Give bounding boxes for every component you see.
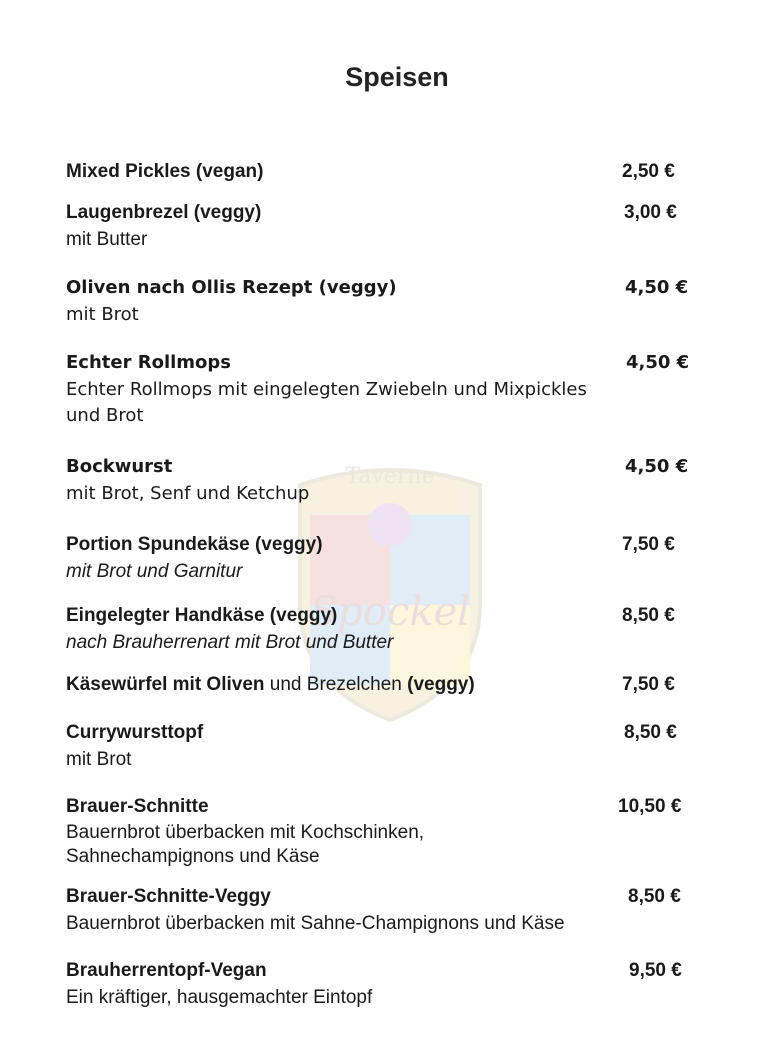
menu-item — [66, 455, 706, 507]
menu-item-price: 10,50 € — [618, 796, 682, 817]
menu-item-description: mit Butter — [66, 229, 148, 250]
menu-item-name-bold: Käsewürfel mit Oliven — [66, 674, 265, 695]
menu-item — [66, 885, 706, 937]
menu-item-price: 8,50 € — [628, 886, 681, 907]
menu-item — [66, 276, 706, 328]
menu-item — [66, 160, 706, 184]
menu-item-description: Bauernbrot überbacken mit Kochschinken, Sahnechampignons und Käse — [66, 822, 425, 867]
menu-item — [66, 795, 706, 869]
menu-item-name: Portion Spundekäse (veggy) — [66, 534, 323, 555]
menu-item-name: Laugenbrezel (veggy) — [66, 202, 262, 223]
menu-item — [66, 201, 706, 253]
menu-item-description: mit Brot — [66, 304, 139, 325]
menu-item-price: 8,50 € — [624, 722, 677, 743]
menu-item-price: 4,50 € — [626, 352, 690, 373]
menu-item-name: Eingelegter Handkäse (veggy) — [66, 605, 338, 626]
menu-item-name: Currywursttopf — [66, 722, 204, 743]
menu-item-name — [66, 673, 706, 697]
menu-item — [66, 604, 706, 656]
watermark-main-text: Spockel — [309, 589, 471, 635]
menu-item-price: 9,50 € — [629, 960, 682, 981]
menu-item-description: nach Brauherrenart mit Brot und Butter — [66, 632, 394, 653]
menu-item-description: mit Brot, Senf und Ketchup — [66, 483, 310, 504]
menu-item-name: Mixed Pickles (vegan) — [66, 161, 264, 182]
menu-item-name: Brauer-Schnitte-Veggy — [66, 886, 271, 907]
menu-item-description: Bauernbrot überbacken mit Sahne-Champignons und Käse — [66, 913, 565, 934]
menu-item-description: mit Brot und Garnitur — [66, 561, 243, 582]
menu-item-price: 4,50 € — [625, 456, 689, 477]
page-title: Speisen — [345, 62, 449, 92]
menu-item-price: 8,50 € — [622, 605, 675, 626]
menu-item-description: Echter Rollmops mit eingelegten Zwiebeln und Mixpickles und Brot — [66, 379, 587, 426]
menu-item — [66, 351, 706, 429]
watermark-top-text: Taverne — [345, 464, 435, 489]
menu-item-name-regular: und Brezelchen — [269, 674, 402, 695]
menu-item-description: Ein kräftiger, hausgemachter Eintopf — [66, 987, 373, 1008]
menu-item-name: Brauer-Schnitte — [66, 796, 209, 817]
menu-item-name-tag: (veggy) — [407, 674, 475, 695]
menu-item — [66, 721, 706, 773]
menu-item-name: Oliven nach Ollis Rezept (veggy) — [66, 277, 397, 298]
menu-item-name: Bockwurst — [66, 456, 173, 477]
menu-item — [66, 673, 706, 697]
menu-item-price: 2,50 € — [622, 161, 675, 182]
menu-item-description: mit Brot — [66, 749, 132, 770]
menu-item-price: 3,00 € — [624, 202, 677, 223]
menu-item-price: 7,50 € — [622, 534, 675, 555]
menu-item-price: 7,50 € — [622, 674, 675, 695]
menu-item-name: Brauherrentopf-Vegan — [66, 960, 267, 981]
menu-item-name: Echter Rollmops — [66, 352, 232, 373]
menu-item — [66, 533, 706, 585]
menu-item — [66, 959, 706, 1011]
menu-item-price: 4,50 € — [625, 277, 689, 298]
